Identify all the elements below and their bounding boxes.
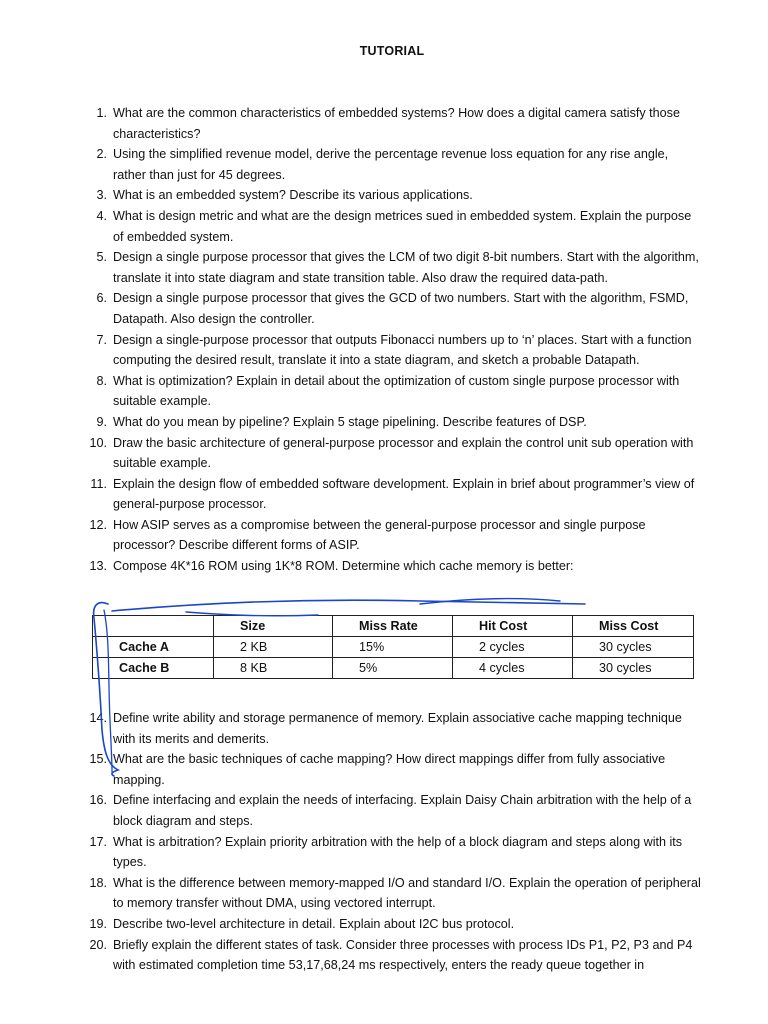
table-header-cell: Size (214, 616, 333, 637)
list-item (86, 515, 701, 556)
table-header-cell: Miss Cost (573, 616, 694, 637)
question-number: 7. (96, 332, 107, 347)
question-text: Design a single-purpose processor that outputs Fibonacci numbers up to ‘n’ places. Start with a function computing the desired result, translate it into a state diagram, and sketch a probable Datapath. (113, 332, 692, 368)
question-number: 20. (89, 937, 107, 952)
list-item (86, 247, 701, 288)
question-text: What is the difference between memory-mapped I/O and standard I/O. Explain the operation of peripheral to memory transfer without DMA, using vectored interrupt. (113, 875, 701, 911)
list-item (86, 144, 701, 185)
pen-underline-stroke (112, 600, 585, 611)
page-title: TUTORIAL (359, 44, 425, 58)
list-item (86, 474, 701, 515)
list-item (86, 873, 701, 914)
pen-underline-stroke (420, 599, 560, 604)
question-number: 19. (89, 916, 107, 931)
table-cell: 4 cycles (453, 658, 573, 679)
question-number: 5. (96, 250, 107, 265)
question-number: 17. (89, 834, 107, 849)
list-item (86, 935, 701, 976)
question-number: 3. (96, 188, 107, 203)
question-text: Compose 4K*16 ROM using 1K*8 ROM. Determine which cache memory is better: (113, 559, 574, 574)
question-text: What are the basic techniques of cache mapping? How direct mappings differ from fully associative mapping. (113, 752, 666, 787)
question-number: 2. (96, 147, 107, 162)
table-cell: Cache A (93, 637, 214, 658)
table-cell: 2 KB (214, 637, 333, 658)
list-item (86, 914, 701, 935)
question-number: 9. (96, 414, 107, 429)
question-text: What do you mean by pipeline? Explain 5 stage pipelining. Describe features of DSP. (113, 414, 587, 429)
table-cell: 30 cycles (573, 658, 694, 679)
list-item (86, 412, 701, 433)
list-item (86, 103, 701, 144)
list-item (86, 330, 701, 371)
question-number: 4. (96, 208, 107, 223)
question-text: Define interfacing and explain the needs of interfacing. Explain Daisy Chain arbitration with the help of a block diagram and steps. (113, 793, 692, 828)
question-number: 6. (96, 291, 107, 306)
table-row (93, 658, 694, 679)
table-row (93, 637, 694, 658)
question-number: 11. (90, 476, 107, 491)
list-item (86, 288, 701, 329)
question-text: Describe two-level architecture in detail. Explain about I2C bus protocol. (113, 916, 515, 931)
table-header-row (93, 616, 694, 637)
table-cell: 2 cycles (453, 637, 573, 658)
list-item (86, 433, 701, 474)
question-text: Using the simplified revenue model, derive the percentage revenue loss equation for any rise angle, rather than just for 45 degrees. (113, 147, 669, 182)
question-text: Define write ability and storage permanence of memory. Explain associative cache mapping technique with its merits and demerits. (113, 711, 682, 746)
table-header-cell (93, 616, 214, 637)
question-text: Design a single purpose processor that gives the GCD of two numbers. Start with the algorithm, FSMD, Datapath. Also design the controller. (113, 291, 689, 326)
question-list-part2 (86, 708, 701, 976)
table-cell: Cache B (93, 658, 214, 679)
question-text: Design a single purpose processor that gives the LCM of two digit 8-bit numbers. Start with the algorithm, translate it into state diagram and state transition table. Also draw the required data-path. (113, 250, 699, 285)
question-text: What are the common characteristics of embedded systems? How does a digital camera satisfy those characteristics? (113, 106, 680, 141)
list-item (86, 371, 701, 412)
question-text: What is optimization? Explain in detail about the optimization of custom single purpose processor with suitable example. (113, 373, 680, 409)
question-text: What is an embedded system? Describe its various applications. (113, 188, 473, 203)
question-text: What is arbitration? Explain priority arbitration with the help of a block diagram and steps along with its types. (113, 834, 683, 870)
table-cell: 5% (333, 658, 453, 679)
question-number: 15. (89, 752, 107, 767)
list-item (86, 790, 701, 831)
question-number: 12. (89, 517, 107, 532)
table-cell: 15% (333, 637, 453, 658)
list-item (86, 185, 701, 206)
question-number: 13. (89, 559, 107, 574)
table-header-cell: Miss Rate (333, 616, 453, 637)
question-number: 1. (96, 106, 107, 120)
question-number: 8. (96, 373, 107, 388)
question-text: Explain the design flow of embedded software development. Explain in brief about programmer’s view of general-purpose processor. (113, 476, 695, 512)
list-item (86, 749, 701, 790)
question-number: 16. (89, 793, 107, 808)
question-number: 10. (89, 435, 107, 450)
question-text: Briefly explain the different states of task. Consider three processes with process IDs P1, P2, P3 and P4 with estimated completion time 53,17,68,24 ms respectively, enters the ready queue together in (113, 937, 693, 973)
list-item (86, 556, 701, 577)
list-item (86, 206, 701, 247)
question-number: 18. (89, 875, 107, 890)
question-text: How ASIP serves as a compromise between the general-purpose processor and single purpose processor? Describe different forms of ASIP. (113, 517, 646, 553)
table-cell: 8 KB (214, 658, 333, 679)
table-header-cell: Hit Cost (453, 616, 573, 637)
question-text: What is design metric and what are the design metrices sued in embedded system. Explain the purpose of embedded system. (113, 208, 692, 244)
question-list-part1 (86, 103, 701, 577)
cache-comparison-table (92, 615, 694, 679)
table-cell: 30 cycles (573, 637, 694, 658)
question-text: Draw the basic architecture of general-purpose processor and explain the control unit sub operation with suitable example. (113, 435, 694, 471)
list-item (86, 708, 701, 749)
question-number: 14. (89, 711, 107, 725)
list-item (86, 832, 701, 873)
